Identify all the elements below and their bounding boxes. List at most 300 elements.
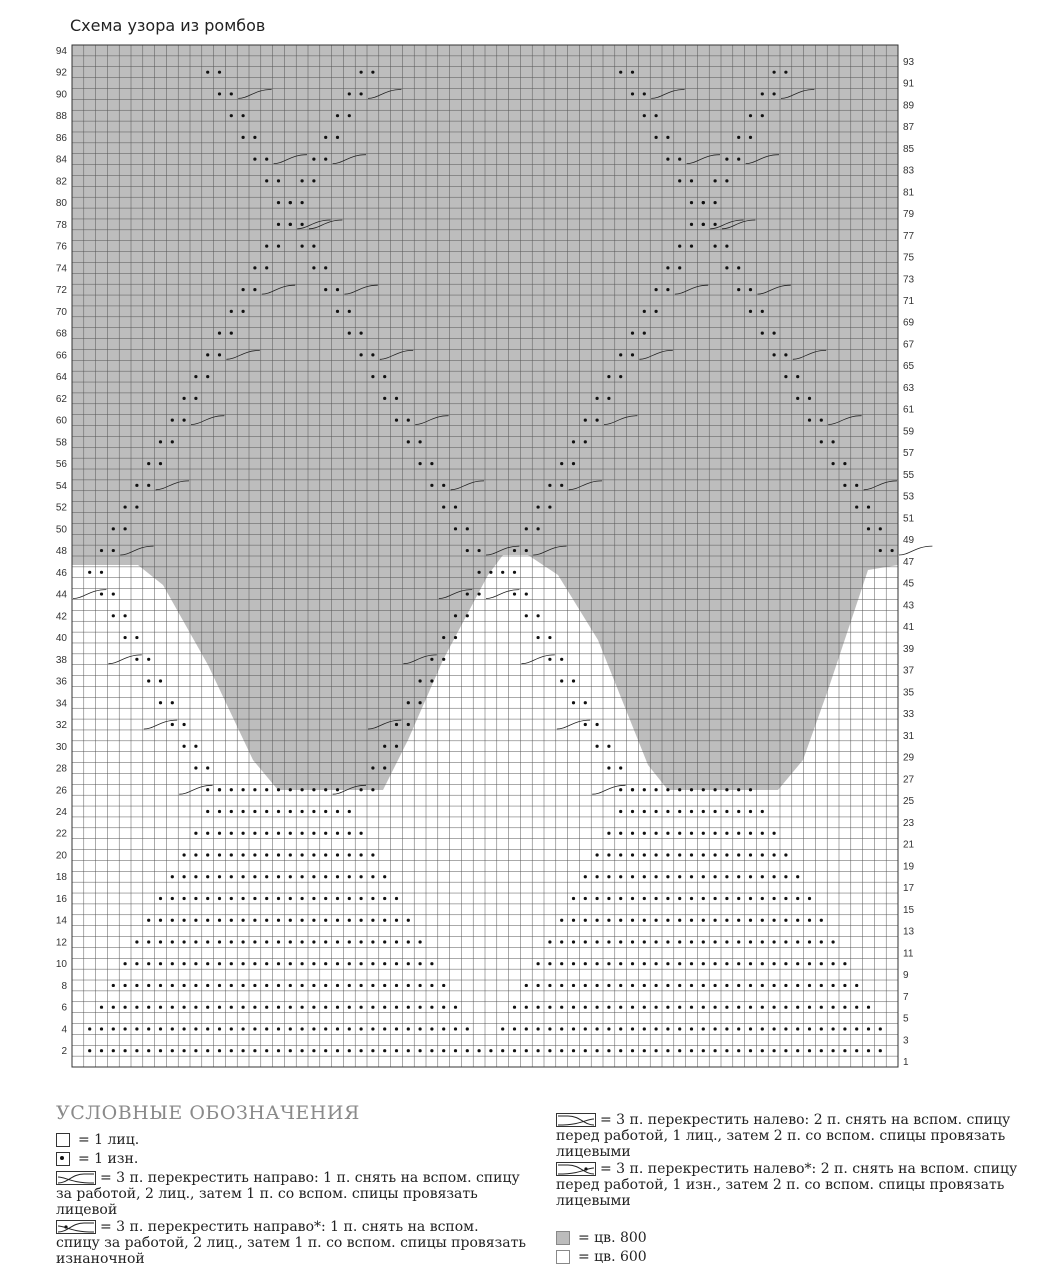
purl-dot [808, 962, 811, 965]
purl-dot [360, 353, 363, 356]
purl-dot [572, 897, 575, 900]
purl-dot [749, 810, 752, 813]
purl-dot [218, 92, 221, 95]
purl-dot [666, 788, 669, 791]
purl-dot [277, 223, 280, 226]
purl-dot [631, 875, 634, 878]
purl-dot [289, 897, 292, 900]
purl-dot [312, 875, 315, 878]
purl-dot [655, 962, 658, 965]
purl-dot [501, 571, 504, 574]
purl-dot [135, 962, 138, 965]
purl-dot [631, 940, 634, 943]
cross-right-icon [56, 1171, 96, 1189]
purl-dot [253, 288, 256, 291]
purl-dot [596, 419, 599, 422]
purl-dot [135, 636, 138, 639]
row-number-right: 85 [903, 143, 915, 155]
purl-dot [194, 1006, 197, 1009]
purl-dot [725, 897, 728, 900]
purl-dot [773, 875, 776, 878]
purl-dot [631, 853, 634, 856]
purl-dot [407, 419, 410, 422]
purl-dot [643, 114, 646, 117]
purl-dot [749, 788, 752, 791]
purl-dot [666, 919, 669, 922]
purl-dot [466, 527, 469, 530]
purl-dot [218, 1006, 221, 1009]
purl-dot [725, 919, 728, 922]
row-number-right: 67 [903, 339, 915, 351]
purl-dot [206, 940, 209, 943]
purl-dot [655, 875, 658, 878]
purl-dot [607, 940, 610, 943]
row-number-right: 89 [903, 100, 915, 112]
purl-dot [442, 658, 445, 661]
purl-dot [525, 1027, 528, 1030]
row-number-right: 35 [903, 687, 915, 699]
purl-dot [725, 984, 728, 987]
row-number-right: 41 [903, 622, 915, 634]
purl-dot [678, 853, 681, 856]
purl-dot [596, 853, 599, 856]
purl-dot [371, 353, 374, 356]
purl-dot [265, 940, 268, 943]
purl-dot [383, 919, 386, 922]
purl-dot [218, 1049, 221, 1052]
purl-dot [725, 962, 728, 965]
purl-dot [324, 919, 327, 922]
legend-item-color-800 [556, 1230, 856, 1246]
row-number-left: 6 [61, 1002, 67, 1014]
purl-dot [584, 919, 587, 922]
purl-dot [607, 375, 610, 378]
purl-dot [702, 919, 705, 922]
purl-dot [796, 1006, 799, 1009]
purl-dot [348, 940, 351, 943]
purl-dot [371, 766, 374, 769]
purl-dot [666, 853, 669, 856]
row-number-left: 36 [55, 676, 67, 688]
purl-dot [171, 723, 174, 726]
purl-dot [289, 853, 292, 856]
purl-dot [135, 1027, 138, 1030]
purl-dot [442, 984, 445, 987]
purl-dot [230, 114, 233, 117]
row-number-left: 22 [55, 828, 67, 840]
purl-dot [643, 1006, 646, 1009]
purl-dot [312, 1049, 315, 1052]
purl-dot [242, 962, 245, 965]
purl-dot [784, 1027, 787, 1030]
purl-dot [584, 897, 587, 900]
row-number-right: 69 [903, 317, 915, 329]
purl-dot [218, 71, 221, 74]
purl-dot [655, 288, 658, 291]
row-number-left: 52 [55, 502, 67, 514]
purl-dot [395, 397, 398, 400]
purl-dot [466, 1027, 469, 1030]
purl-dot [489, 1049, 492, 1052]
purl-dot [643, 310, 646, 313]
legend-text: = 3 п. перекрестить направо*: 1 п. снять на вспом. спицу за работой, 2 лиц., затем 1 п. со вспом. спицы провязать изнаночной [56, 1219, 526, 1267]
purl-dot [135, 484, 138, 487]
purl-dot [112, 1049, 115, 1052]
purl-dot [419, 462, 422, 465]
purl-dot [312, 1006, 315, 1009]
purl-dot [784, 984, 787, 987]
purl-dot [619, 832, 622, 835]
purl-dot [596, 897, 599, 900]
purl-dot [124, 614, 127, 617]
purl-dot [183, 419, 186, 422]
purl-dot [702, 875, 705, 878]
purl-dot [761, 897, 764, 900]
purl-dot [702, 940, 705, 943]
purl-dot [832, 984, 835, 987]
purl-dot [253, 136, 256, 139]
purl-dot [253, 158, 256, 161]
purl-dot [112, 592, 115, 595]
purl-dot [265, 984, 268, 987]
purl-dot [690, 245, 693, 248]
purl-dot [147, 484, 150, 487]
purl-dot [301, 984, 304, 987]
purl-dot [666, 1027, 669, 1030]
purl-dot [548, 636, 551, 639]
purl-dot [324, 810, 327, 813]
purl-dot [442, 1049, 445, 1052]
purl-dot [395, 1049, 398, 1052]
purl-dot [820, 419, 823, 422]
purl-dot [749, 288, 752, 291]
purl-dot [159, 940, 162, 943]
purl-dot [808, 919, 811, 922]
purl-dot [395, 897, 398, 900]
purl-dot [607, 853, 610, 856]
purl-dot [773, 1049, 776, 1052]
purl-dot [596, 875, 599, 878]
purl-dot [336, 984, 339, 987]
purl-dot [194, 375, 197, 378]
purl-dot [336, 136, 339, 139]
purl-dot [572, 440, 575, 443]
purl-dot [596, 984, 599, 987]
purl-dot [230, 810, 233, 813]
purl-dot [454, 527, 457, 530]
purl-dot [761, 810, 764, 813]
purl-dot [206, 875, 209, 878]
purl-dot [584, 701, 587, 704]
purl-dot [324, 984, 327, 987]
purl-dot [643, 875, 646, 878]
purl-dot [525, 614, 528, 617]
purl-dot [383, 897, 386, 900]
purl-dot [808, 1006, 811, 1009]
purl-dot [324, 940, 327, 943]
purl-dot [348, 332, 351, 335]
purl-dot [584, 962, 587, 965]
purl-dot [607, 962, 610, 965]
purl-dot [749, 136, 752, 139]
purl-dot [171, 897, 174, 900]
purl-dot [643, 810, 646, 813]
row-number-right: 71 [903, 296, 915, 307]
purl-dot [324, 962, 327, 965]
row-number-left: 18 [55, 872, 67, 884]
purl-dot [666, 875, 669, 878]
row-number-right: 37 [903, 665, 915, 677]
purl-dot [855, 484, 858, 487]
purl-dot [619, 810, 622, 813]
cross-left-purl-icon [556, 1162, 596, 1180]
purl-dot [277, 810, 280, 813]
purl-dot [218, 897, 221, 900]
purl-dot [643, 332, 646, 335]
purl-dot [360, 919, 363, 922]
purl-dot [619, 766, 622, 769]
purl-dot [714, 962, 717, 965]
purl-dot [277, 875, 280, 878]
purl-dot [879, 549, 882, 552]
purl-dot [371, 375, 374, 378]
purl-dot [383, 984, 386, 987]
purl-dot [690, 984, 693, 987]
row-number-right: 63 [903, 383, 915, 394]
purl-dot [891, 549, 894, 552]
purl-dot [194, 745, 197, 748]
purl-dot [348, 875, 351, 878]
purl-dot [159, 897, 162, 900]
purl-dot [348, 92, 351, 95]
purl-dot [619, 788, 622, 791]
purl-dot [194, 919, 197, 922]
purl-dot [572, 984, 575, 987]
purl-dot [808, 984, 811, 987]
row-number-left: 74 [55, 263, 67, 275]
purl-dot [289, 201, 292, 204]
row-number-left: 84 [55, 154, 67, 166]
purl-dot [289, 940, 292, 943]
purl-dot [832, 462, 835, 465]
purl-dot [690, 179, 693, 182]
purl-dot [419, 1027, 422, 1030]
right-row-numbers [903, 57, 915, 1068]
purl-dot [194, 853, 197, 856]
purl-dot [135, 1049, 138, 1052]
purl-dot [206, 919, 209, 922]
purl-dot [631, 332, 634, 335]
purl-dot [159, 962, 162, 965]
purl-dot [867, 527, 870, 530]
purl-dot [206, 1006, 209, 1009]
purl-dot [230, 1027, 233, 1030]
purl-dot [206, 353, 209, 356]
purl-dot [501, 1027, 504, 1030]
purl-dot [194, 875, 197, 878]
purl-dot [230, 853, 233, 856]
purl-dot [843, 484, 846, 487]
purl-dot [112, 549, 115, 552]
purl-dot [442, 484, 445, 487]
purl-dot [242, 1027, 245, 1030]
purl-dot [513, 549, 516, 552]
row-number-left: 64 [55, 372, 67, 384]
purl-dot [761, 114, 764, 117]
row-number-right: 5 [903, 1013, 909, 1025]
row-number-left: 82 [55, 176, 67, 188]
row-number-left: 4 [61, 1024, 67, 1036]
purl-dot [843, 1049, 846, 1052]
purl-dot [725, 853, 728, 856]
purl-dot [419, 940, 422, 943]
row-number-right: 55 [903, 470, 915, 481]
purl-dot [171, 1049, 174, 1052]
purl-dot [289, 984, 292, 987]
purl-dot [855, 1049, 858, 1052]
purl-dot [301, 788, 304, 791]
purl-dot [277, 897, 280, 900]
purl-dot [194, 397, 197, 400]
row-number-right: 61 [903, 404, 915, 416]
purl-dot [666, 940, 669, 943]
purl-dot [383, 1006, 386, 1009]
purl-dot [336, 919, 339, 922]
purl-dot [690, 962, 693, 965]
purl-dot [312, 853, 315, 856]
row-number-right: 27 [903, 774, 915, 786]
purl-dot [513, 571, 516, 574]
purl-dot [242, 919, 245, 922]
purl-dot [537, 1027, 540, 1030]
purl-dot [371, 962, 374, 965]
row-number-left: 28 [55, 763, 67, 775]
purl-dot [230, 897, 233, 900]
row-number-right: 1 [903, 1057, 909, 1069]
purl-dot [242, 114, 245, 117]
purl-dot [560, 1049, 563, 1052]
purl-dot [749, 984, 752, 987]
purl-dot [773, 832, 776, 835]
row-number-right: 45 [903, 578, 915, 590]
purl-dot [171, 940, 174, 943]
purl-dot [242, 1049, 245, 1052]
row-number-right: 79 [903, 209, 915, 220]
row-number-right: 9 [903, 970, 909, 982]
purl-dot [324, 1027, 327, 1030]
purl-dot [773, 962, 776, 965]
purl-dot [843, 1027, 846, 1030]
purl-dot [371, 71, 374, 74]
purl-dot [371, 1006, 374, 1009]
purl-dot [442, 636, 445, 639]
purl-dot [253, 875, 256, 878]
purl-dot [336, 1006, 339, 1009]
purl-dot [714, 940, 717, 943]
purl-dot [714, 984, 717, 987]
row-number-left: 62 [55, 393, 67, 405]
purl-dot [360, 832, 363, 835]
purl-dot [348, 897, 351, 900]
purl-dot [183, 1049, 186, 1052]
purl-dot [761, 1027, 764, 1030]
purl-dot [253, 897, 256, 900]
purl-dot [147, 1049, 150, 1052]
purl-dot [183, 1006, 186, 1009]
purl-dot [242, 897, 245, 900]
purl-dot [135, 940, 138, 943]
purl-dot [596, 397, 599, 400]
purl-dot [619, 897, 622, 900]
purl-dot [525, 592, 528, 595]
purl-dot [737, 1006, 740, 1009]
purl-dot [714, 810, 717, 813]
purl-dot [737, 288, 740, 291]
purl-dot [312, 179, 315, 182]
purl-dot [796, 397, 799, 400]
purl-dot [253, 1027, 256, 1030]
purl-dot [867, 1027, 870, 1030]
purl-dot [513, 1049, 516, 1052]
purl-dot [466, 614, 469, 617]
legend-item-cross-right [56, 1170, 526, 1218]
purl-dot [159, 1027, 162, 1030]
purl-dot [230, 832, 233, 835]
purl-dot [383, 962, 386, 965]
purl-dot [690, 810, 693, 813]
purl-dot [183, 897, 186, 900]
purl-dot [749, 962, 752, 965]
purl-dot [773, 853, 776, 856]
purl-dot [301, 940, 304, 943]
purl-dot [643, 962, 646, 965]
purl-dot [879, 1027, 882, 1030]
purl-dot [265, 875, 268, 878]
row-number-left: 72 [55, 285, 67, 297]
purl-dot [301, 810, 304, 813]
purl-dot [714, 832, 717, 835]
row-number-right: 73 [903, 274, 915, 286]
purl-dot [666, 962, 669, 965]
purl-dot [773, 71, 776, 74]
purl-dot [832, 962, 835, 965]
purl-dot [655, 310, 658, 313]
purl-dot [430, 1006, 433, 1009]
purl-dot [572, 1006, 575, 1009]
purl-dot [147, 462, 150, 465]
purl-dot [230, 1006, 233, 1009]
purl-dot [242, 984, 245, 987]
purl-dot [737, 810, 740, 813]
purl-dot [820, 940, 823, 943]
purl-dot [301, 832, 304, 835]
purl-dot [383, 397, 386, 400]
purl-dot [655, 114, 658, 117]
purl-dot [702, 853, 705, 856]
purl-dot [631, 71, 634, 74]
purl-dot [265, 788, 268, 791]
purl-dot [666, 832, 669, 835]
purl-dot [548, 1006, 551, 1009]
purl-dot [631, 984, 634, 987]
purl-dot [737, 940, 740, 943]
purl-dot [619, 1027, 622, 1030]
purl-dot [371, 919, 374, 922]
purl-dot [218, 940, 221, 943]
purl-dot [690, 1027, 693, 1030]
purl-dot [714, 919, 717, 922]
purl-dot [702, 201, 705, 204]
